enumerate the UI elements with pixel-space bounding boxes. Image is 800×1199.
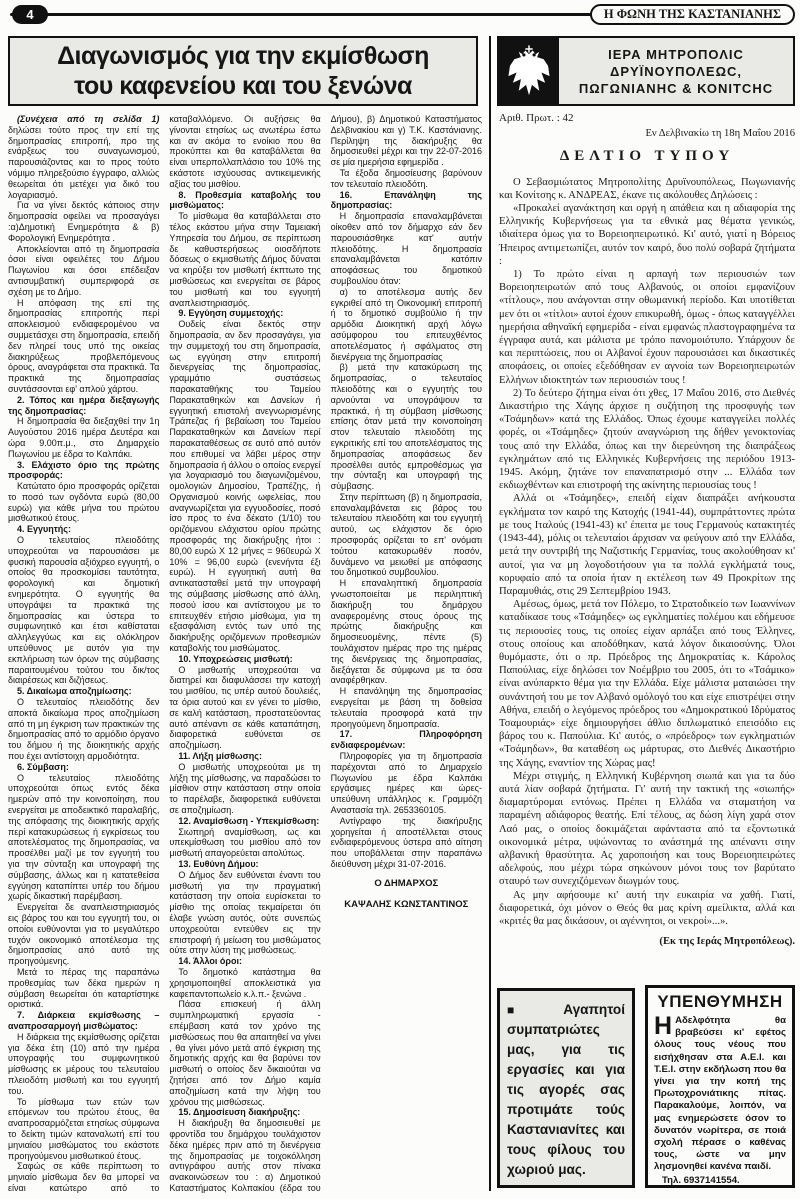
article-paragraph: 14. Άλλοι όροι: <box>178 956 242 967</box>
dropcap: Η <box>654 1012 673 1040</box>
article-paragraph: Η δημοπρασία θα διεξαχθεί την 1η Αυγούστου 2016 ημέρα Δευτέρα και ώρα 9.00π.μ., στο Δημαρχείο Πωγωνίου με έδρα το Καλπάκι. <box>8 416 160 459</box>
article-body <box>8 114 482 1196</box>
article-paragraph: β) μετά την κατακύρωση της δημοπρασίας, ο τελευταίος πλειοδότης και ο εγγυητής του αρνούνται να υπογράψουν τα πρακτικά, ή τη σύμβαση μίσθωσης επίσης όταν μετά την κοινοποίηση στον τελευταίο πλειοδότη της εγκριτικής επί του αποτελέσματος της δημοπρασίας αποφάσεως δεν προσέλθει αυτός εμπροθέσμως για την σύνταξη και υπογραφή της σύμβασης. <box>330 362 482 492</box>
appeal-text: Αγαπητοί συμπατριώτες μας, για τις εργασίες και για τις αγορές σας προτιμάτε τούς Καστανιανίτες και τους φίλους του χωριού μας. <box>507 1002 625 1177</box>
article-paragraph: (Συνέχεια από τη σελίδα 1) δηλώσει τούτο προς την επί της δημοπρασίας επιτροπή, προ της ενάρξεως του συναγωνισμού, παρουσιάζοντας και το προς τούτο νόμιμο πληρεξούσιο έγγραφο, αλλιώς θεωρείται ότι μετέχει για δικό του λογαριασμό. <box>8 114 160 200</box>
mayor-name: ΚΑΨΑΛΗΣ ΚΩΝΣΤΑΝΤΙΝΟΣ <box>344 899 469 911</box>
article-title-box <box>8 36 478 106</box>
article-paragraph: Ο τελευταίος πλειοδότης υποχρεούται να παρουσιάσει με φυσική παρουσία αξιόχρεο εγγυητή, ο οποίος θα προσκομίσει ταυτότητα, φορολογική και δημοτική ενημερότητα. Ο εγγυητής θα υπογράψει τα πρακτικά της δημοπρασίας και ύστερα το συμφωνητικό και έτσι καθίσταται αλληλεγγύως και εις ολόκληρον υπεύθυνος με αυτόν για την εκπλήρωση των όρων της σύμβασης παραιτουμένου τούτου του δικ/τος διαιρέσεως και διζήσεως. <box>8 535 160 686</box>
article-paragraph: 12. Αναμίσθωση - Υπεκμίσθωση: <box>178 815 320 826</box>
press-paragraph: 2) Το δεύτερο ζήτημα είναι ότι χθες, 17 Μαΐου 2016, στο Διεθνές Δικαστήριο της Χάγης άρχισε η συζήτηση της προσφυγής των «Τσάμηδων» κατά της Ελλάδος. Όπως έχουμε καταγγείλει πολλές φορές, οι «Τσάμηδες» ζητούν αναγνώριση της δήθεν γενοκτονίας τους από την Ελλάδα, όπως και την διερεύνηση της διαπράξεως εγκλημάτων από τις Ελληνικές Κυβερνήσεις της περιόδου 1913-1945. Ακόμη, ζητάνε τον επαναπατρισμό στην ... Ελλάδα των εκδιωχθέντων και επιστροφή της ακίνητης περιουσίας τους ! <box>499 387 795 492</box>
article-paragraph: 9. Εγγύηση συμμετοχής: <box>178 308 284 319</box>
press-release-body <box>499 176 795 929</box>
dateline: Εν Δελβινακίω τη 18η Μαΐου 2016 <box>645 128 795 140</box>
article-paragraph: Τα έξοδα δημοσίευσης βαρύνουν τον τελευταίο πλειοδότη. <box>330 167 482 189</box>
press-release-title: ΔΕΛΤΙΟ ΤΥΠΟΥ <box>559 148 735 165</box>
article-paragraph: 16. Επανάληψη της δημοπρασίας: <box>330 189 482 211</box>
protocol-number: Αριθ. Πρωτ. : 42 <box>499 112 574 124</box>
press-release <box>499 112 795 959</box>
press-closing: (Εκ της Ιεράς Μητροπόλεως). <box>659 936 795 948</box>
metropolis-name-line: ΠΩΓΩΝΙΑΝΗC & ΚΟΝΙΤCΗC <box>578 80 774 96</box>
article-paragraph: 13. Ευθύνη Δήμου: <box>178 858 259 869</box>
double-headed-eagle-icon <box>499 38 559 104</box>
reminder-body: Η Αδελφότητα θα βραβεύσει κι' εφέτος όλους τους νέους που εισήχθησαν στα Α.Ε.Ι. και Τ.Ε.Ι. στην εκδήλωση που θα γίνει για την κοπή της Πρωτοχρονιάτικης πίτας. Παρακαλούμε, λοιπόν, να μας ενημερώσετε όσον το δυνατόν νωρίτερα, σε ποιά σχολή πέρασε ο καθένας τους, ώστε να μην λησμονηθεί κανένα παιδί. <box>654 1012 786 1173</box>
article-paragraph: 10. Υποχρεώσεις μισθωτή: <box>178 653 293 664</box>
metropolis-header <box>497 36 795 106</box>
reminder-phone: Τηλ. 6937141554. <box>662 1174 740 1186</box>
article-paragraph: Η επαναληπτική δημοπρασία γνωστοποιείται με περιληπτική διακήρυξη του δημάρχου αναφερομένης στους όρους της πρώτης διακήρυξης και δημοσιευομένης, πέντε (5) τουλάχιστον ημέρας προ της ημέρας της διενέργειας της δημοπρασίας, διεξάγεται δε σύμφωνα με τα όσα αναφέρθηκαν. <box>330 578 482 686</box>
article-paragraph: Μετά το πέρας της παραπάνω προθεσμίας των δέκα ημερών η σύμβαση θεωρείται ότι καταρτίστηκε οριστικά. <box>8 966 160 1010</box>
mayor-signature: Ο ΔΗΜΑΡΧΟΣ <box>374 877 439 889</box>
page-number: 4 <box>12 5 48 24</box>
appeal-box <box>497 988 635 1188</box>
article-paragraph: Η δημοπρασία επαναλαμβάνεται οίκοθεν από τον δήμαρχο εάν δεν παρουσιάσθηκε κατ' αυτήν πλειοδότης. Η δημοπρασία επαναλαμβάνεται κατόπιν αποφάσεως του δημοτικού συμβουλίου όταν: <box>330 211 482 286</box>
article-paragraph: Πληροφορίες για τη δημοπρασία παρέχονται από το Δημαρχείο Πωγωνίου με έδρα Καλπάκι εργάσιμες ημέρες και ώρες- υπεύθυνη υπάλληλος κ. Γραμμόζη Αναστασία τηλ. 2653360105. <box>330 751 482 815</box>
article-paragraph: 8. Προθεσμία καταβολής του μισθώματος: <box>169 189 321 211</box>
article-paragraph: Ουδείς είναι δεκτός στην δημοπρασία, αν δεν προσαγάγει, για την συμμετοχή του στη δημοπρασία, ως εγγύηση στην επιτροπή διενεργείας της δημοπρασίας, γραμμάτιο συστάσεως παρακαταθήκης του Ταμείου Παρακαταθηκών και Δανείων ή εγγυητική επιστολή ανεγνωρισμένης Τράπεζας ή βεβαίωση του Ταμείου Παρακαταθηκών και Δανείων περί παρακαταθέσεως σε αυτό από αυτόν που επιθυμεί να λάβει μέρος στην δημοπρασία ή άλλου ο οποίος ενεργεί για λογαριασμό του διαγωνιζομένου, ομολογιών Δημοσίου, Τραπέζης, ή Οργανισμού κοινής ωφελείας, που αναγνωρίζεται για εγγυοδοσίες, ποσό ίσο προς το ένα δέκατο (1/10) του οριζόμενου ελάχιστου ορίου πρώτης προσφοράς της διακήρυξης ήτοι : 80,00 ευρώ Χ 12 μήνες = 960ευρώ Χ 10% = 96,00 ευρώ (ενενήντα έξι ευρώ). Η εγγυητική αυτή θα αντικατασταθεί μετά την υπογραφή της σύμβασης μίσθωσης από άλλη, ποσού ίσου και αντίστοιχου με το επιτευχθέν ετήσιο μίσθωμα, για τη εξασφάλιση εντός των υπό της διακήρυξης οριζόμενων προθεσμιών καταβολής του μισθώματος. <box>169 319 321 654</box>
metropolis-name-line: ΙΕΡΑ ΜΗΤΡΟΠΟΛΙC <box>608 46 744 62</box>
article-paragraph: 5. Δικαίωμα αποζημίωσης: <box>17 686 132 697</box>
reminder-title: ΥΠΕΝΘΥΜΗΣΗ <box>657 992 783 1011</box>
article-paragraph: 7. Διάρκεια εκμίσθωσης – αναπροσαρμογή μισθώματος: <box>8 1010 160 1031</box>
article-paragraph: Το μίσθωμα θα καταβάλλεται στο τέλος εκάστου μήνα στην Ταμειακή Υπηρεσία του Δήμου, σε περίπτωση δε καθυστερήσεως οιοσδήποτε δόσεως ο εκμισθωτής Δήμος δύναται να κηρύξει τον μισθωτή έκπτωτο της μισθώσεως και ενεργείται σε βάρος του μισθωτή και του εγγυητή αναπλειστηριασμός. <box>169 211 321 308</box>
article-paragraph: Η διάρκεια της εκμίσθωσης ορίζεται για δέκα έτη (10) από την ημέρα υπογραφής του συμφωνητικού μίσθωσης εκ μέρους του τελευταίου πλειοδότη μισθωτή και του εγγυητή του. <box>8 1031 160 1096</box>
article-paragraph: 17. Πληροφόρηση ενδιαφερομένων: <box>330 729 482 751</box>
continued-from-note: (Συνέχεια από τη σελίδα 1) <box>17 114 160 124</box>
article-paragraph: Ο τελευταίος πλειοδότης υποχρεούται όπως εντός δέκα ημερών από την κοινοποίηση, που ενεργείται με αποδεικτικό παραλαβής, της απόφασης της διοικητικής αρχής περί κατακυρώσεως ή εγκρίσεως του αποτελέσματος της δημοπρασίας, να προσέλθει μαζί με τον εγγυητή του για την σύνταξη και υπογραφή της σύμβασης, άλλως και η κατατεθείσα εγγύηση καταπίπτει υπέρ του δήμου χωρίς δικαστική παρέμβαση. <box>8 772 160 902</box>
article-paragraph: 3. Ελάχιστο όριο της πρώτης προσφοράς: <box>8 459 160 481</box>
reminder-box <box>645 985 795 1188</box>
article-paragraph: Ενεργείται δε αναπλειστηριασμός εις βάρος του και του εγγυητή του, οι οποίοι ευθύνονται για το μεγαλύτερο τυχόν οικονομικό αποτέλεσμα της δημοπρασίας από αυτό της προηγούμενης. <box>8 902 160 967</box>
article-paragraph: Σαφώς σε κάθε περίπτωση το μηνιαίο μίσθωμα δεν θα μπορεί να είναι κατώτερο από το καταβαλλόμενο. Οι αυξήσεις θα γίνονται ετησίως ως ανωτέρω έστω και αν ακόμα το ενοίκιο που θα προκύπτει και θα καταβάλλεται θα είναι υπερπολλαπλάσιο του 10% της εκάστοτε ισχύουσας αντικειμενικής αξίας του μισθίου. <box>8 114 321 1193</box>
article-paragraph: Στην περίπτωση (β) η δημοπρασία, επαναλαμβάνεται εις βάρος του τελευταίου πλειοδότη και του εγγυητή αυτού, ως ελάχιστον δε όριο προσφοράς ορίζεται το επ' ονόματι τούτου κατακυρωθέν ποσόν, δυνάμενο να μειωθεί με απόφασης του δημοτικού συμβουλίου. <box>330 491 482 578</box>
article-paragraph: Η απόφαση της επί της δημοπρασίας επιτροπής περί αποκλεισμού ενδιαφερομένου να συμμετάσχει στη δημοπρασία, επειδή δεν πληρεί τους υπό της οικείας διακηρύξεως προβλεπόμενους όρους, αναγράφεται στα πρακτικά. Τα πρακτικά της δημοπρασίας συντάσσονται εφ' απλού χάρτου. <box>8 297 160 394</box>
article-paragraph: Κατώτατο όριο προσφοράς ορίζεται το ποσό των ογδόντα ευρώ (80,00 ευρώ) για κάθε μήνα του πρώτου μισθωτικού έτους. <box>8 481 160 524</box>
article-paragraph: Ο μισθωτής υποχρεούται να διατηρεί και διαφυλάσσει την κατοχή του μισθίου, τις υπέρ αυτού δουλειές, τα όρια αυτού και εν γένει το μίσθιο, σε καλή κατάσταση, προστατεύοντας αυτό απέναντι σε κάθε καταπάτηση, διαφορετικά ευθύνεται σε αποζημίωση. <box>169 664 321 751</box>
article-paragraph: Ο μισθωτής υποχρεούται με τη λήξη της μίσθωσης, να παραδώσει το μίσθιον στην κατάσταση στην οποία το παρέλαβε, διαφορετικά ευθύνεται σε αποζημίωση. <box>169 761 321 815</box>
article-paragraph: 15. Δημοσίευση διακήρυξης: <box>178 1107 301 1118</box>
article-paragraph: Για να γίνει δεκτός κάποιος στην δημοπρασία οφείλει να προσαγάγει :α)Δημοτική Ενημερότητα & β) Φορολογική Ενημερότητα . <box>8 200 160 243</box>
article-title-line1: Διαγωνισμός για την εκμίσθωση <box>57 42 429 70</box>
article-paragraph: 2. Τόπος και ημέρα διεξαγωγής της δημοπρασίας: <box>8 394 160 416</box>
article-paragraph: Η διακήρυξη θα δημοσιευθεί με φροντίδα του δημάρχου τουλάχιστον δέκα ημέρες πριν από τη διενέργεια της δημοπρασίας με τοιχοκόλληση αντιγράφου αυτής στον πίνακα ανακοινώσεων του : α) Δημοτικού Καταστήματος Κολπακίου (έδρα του Δήμου), β) Δημοτικού Καταστήματος Δελβινακίου και γ) Τ.Κ. Καστάνιανης. Περίληψη της διακήρυξης θα δημοσιευθεί μέχρι και την 22-07-2016 σε μία ημερήσια εφημερίδα . <box>169 114 482 1193</box>
article-paragraph: Αντίγραφο της διακήρυξης χορηγείται ή αποστέλλεται στους ενδιαφερόμενους ύστερα από αίτηση που υποβάλλεται στην παραπάνω διεύθυνση μέχρι 31-07-2016. <box>330 815 482 869</box>
masthead: Η ΦΩΝΗ ΤΗΣ ΚΑΣΤΑΝΙΑΝΗΣ <box>590 4 795 25</box>
article-paragraph: α) το αποτέλεσμα αυτής δεν εγκριθεί από τη Οικονομική επιτροπή ή το δημοτικό συμβούλιο ή την αρμόδια Διοικητική αρχή λόγω ασύμφορου του επιτευχθέντος αποτελέσματος ή σφάλματος στη διενέργεια της δημοπρασίας <box>330 286 482 362</box>
article-paragraph: Πάσα επισκευή ή άλλη συμπληρωματική εργασία - επέμβαση κατά τον χρόνο της μισθώσεως που θα απαιτηθεί να γίνει , θα γίνει μόνο μετά από έγκριση της δημοτικής αρχής και θα βαρύνει τον μισθωτή ο οποίος δεν δικαιούται να ζητήσει από τον Δήμο καμία αποζημίωση κατά την λήψη του χρόνου της μισθώσεως. <box>169 999 321 1107</box>
metropolis-name-line: ΔΡΥΪΝΟΥΠΟΛΕΩC, <box>609 63 743 79</box>
article-paragraph: Αποκλείονται από τη δημοπρασία όσοι είναι οφειλέτες του Δήμου Πωγωνίου και όσοι επέδειξαν αντισυμβατική συμπεριφορά σε σχέση με το Δήμο. <box>8 243 160 297</box>
press-paragraph: Ο Σεβασμιώτατος Μητροπολίτης Δρυϊνουπόλεως, Πωγωνιανής και Κονίτσης κ. ΑΝΔΡΕΑΣ, έκανε τις ακόλουθες Δηλώσεις : <box>499 176 795 201</box>
metropolis-name <box>559 38 793 104</box>
press-paragraph: 1) Το πρώτο είναι η αρπαγή των περιουσιών των Βορειοηπειρωτών από τους Αλβανούς, οι οποίοι εμφανίζουν «τίτλους», που ανάγονται στην οθωμανική περίοδο. Και υποτίθεται μεν ότι οι «τίτλοι» αυτοί έχουν επικυρωθή, όμως - όπως καταγγέλλει ημερήσια αθηναϊκή εφημερίδα - είναι εμφανώς πλαστογραφημένα τα έγγραφα αυτά, και μάλιστα με τρόπο πανομοιότυπο. Υπάρχουν δε και περιπτώσεις, που οι Αλβανοί έχουν παρουσιάσει και δικαστικές αποφάσεις, οι οποίες εξεδόθησαν εν αγνοία των Βορειοηπειρωτών Ελλήνων ιδιοκτητών των περιουσιών τους ! <box>499 269 795 386</box>
article-paragraph: 11. Λήξη μίσθωσης: <box>178 751 262 762</box>
press-paragraph: Αμέσως, όμως, μετά τον Πόλεμο, το Στρατοδικείο των Ιωαννίνων καταδίκασε τους «Τσάμηδες» ως εγκληματίες πολέμου και εδήμευσε τις περιουσίες τους, τις οποίες είχαν αρπάξει από τους Έλληνες, στους οποίους και αποδόθηκαν, κατά λόγον δικαιοσύνης. Όλοι θυμόμαστε, ότι ο πρ. Πρόεδρος της Δημοκρατίας κ. Κάρολος Παπούλιας, είχε δηλώσει τον Νοέμβριο του 2005, ότι το «Τσάμικο» είναι ανύπαρκτο θέμα για την Ελλάδα. Είχε μάλιστα ματαιώσει την συνάντησή του με τον Αλβανό ομόλογό του και είχε επιστρέψει στην Αθήνα, επειδή ο λεγόμενος πρόεδρος του «Δημοκρατικού Ιδρύματος Τσαμουριάς» είχε δημιουργήσει άθλιο διπλωματικό επεισόδιο εις βάρος του κ. Παπούλια. Κι' αυτός, ο «πρόεδρος» των εγκληματιών «Τσάμηδων», θα καταθέση ως μάρτυρας, στο Διεθνές Δικαστήριο της Χάγης, εναντίον της Χώρας μας! <box>499 599 795 769</box>
article-paragraph: Ο τελευταίος πλειοδότης δεν αποκτά δικαίωμα προς αποζημίωση από τη μη έγκριση των πρακτικών της δημοπρασίας από το αρμόδιο όργανο του δήμου ή της διοικητικής αρχής που έχει αντίστοιχη αρμοδιότητα. <box>8 697 160 762</box>
press-paragraph: Μέχρι στιγμής, η Ελληνική Κυβέρνηση σιωπά και για τα δύο αυτά λίαν σοβαρά ζητήματα. Γι' αυτή την τακτική της «σιωπής» διαμαρτύρομαι εντόνως. Πρέπει η Ελλάδα να σταματήση να παραμένη αδιάφορος θεατής. Επί τέλους, ας δώση λίγη χαρά στον Λαό μας, ο οποίος δοκιμάζεται αφάνταστα από τα εξοντωτικά οικονομικά μέτρα, υψώνοντας το ανάστημά της απέναντι στην αλβανική θρασύτητα. Ας χαροποιήση και τους Βορειοηπειρώτες αδελφούς, που μέχρι τώρα σηκώνουν μόνοι τους τον βαρύτατο σταυρό των συνεχιζόμενων διωγμών τους. <box>499 770 795 888</box>
press-paragraph: Αλλά οι «Τσάμηδες», επειδή είχαν διαπράξει ανήκουστα εγκλήματα τον καιρό της Κατοχής (1941-44), συμπράττοντες πρώτα με τους Ιταλούς (1941-43) κι' έπειτα με τους Γερμανούς κατακτητές (1943-44), μόλις οι τελευταίοι άρχισαν να φεύγουν από την Ελλάδα, μετά την συντριβή της Ναζιστικής Γερμανίας, τους ακολούθησαν κι' αυτοί, για να μη λογοδοτήσουν για τα πολλά εγκλήματά τους, κορυφαίο από τα οποία ήταν η εκτέλεση των 49 Προκρίτων της Παραμυθιάς, στις 29 Σεπτεμβρίου 1943. <box>499 493 795 597</box>
article-title-line2: του καφενείου και του ξενώνα <box>74 72 412 100</box>
article-paragraph: 4. Εγγυητής: <box>17 524 71 535</box>
article-paragraph: Σιωπηρή αναμίσθωση, ως και υπεκμίσθωση του μισθίου από τον μισθωτή απαγορεύεται απολύτως. <box>169 826 321 859</box>
square-bullet-icon: ■ <box>507 1003 561 1017</box>
press-paragraph: Ας μην αφήσουμε κι' αυτή την ευκαιρία να χαθή. Γιατί, διαφορετικά, όχι μόνον ο Θεός θα μας κρίνη αμείλικτα, αλλά και «κριτές θα μας δικάσουν, οι αγέννητοι, οι νεκροί»...». <box>499 889 795 927</box>
article-paragraph: Η επανάληψη της δημοπρασίας ενεργείται με βάση τη δοθείσα τελευταία προσφορά κατά την προηγούμενη δημοπρασία. <box>330 686 482 729</box>
article-paragraph: Ο Δήμος δεν ευθύνεται έναντι του μισθωτή για την πραγματική κατάσταση την οποία ευρίσκεται το μίσθιο της οποίας τεκμαίρεται ότι έλαβε γνώση αυτός, ούτε συνεπώς υποχρεούται εντεύθεν εις την επιστροφή ή μείωση του μισθώματος ούτε στην λύση της μισθώσεως. <box>169 869 321 956</box>
article-paragraph: Το δημοτικό κατάστημα θα χρησιμοποιηθεί αποκλειστικά για καφεπαντοπωλείο κ.λ.π.- ξενώνα . <box>169 966 321 999</box>
column-divider <box>489 36 491 1191</box>
press-paragraph: «Προκαλεί αγανάκτηση και οργή η απάθεια και η αδιαφορία της Ελληνικής Κυβερνήσεως για τα εθνικά μας θέματα γενικώς, ιδιαίτερα όμως για το Βορειοηπειρωτικό. Κι' αυτό, γιατί η Βόρειος Ήπειρος αντιμετωπίζει, αυτόν τον καιρό, δυο πολύ σοβαρά ζητήματα : <box>499 203 795 267</box>
article-paragraph: 6. Σύμβαση: <box>17 761 69 772</box>
article-paragraph: Το μίσθωμα των ετών των επόμενων του πρώτου έτους, θα αναπροσαρμόζεται ετησίως σύμφωνα το δείκτη τιμών καταναλωτή επί του μηνιαίου μισθώματος του εκάστοτε προηγούμενου μισθωτικού έτους. <box>8 1096 160 1161</box>
